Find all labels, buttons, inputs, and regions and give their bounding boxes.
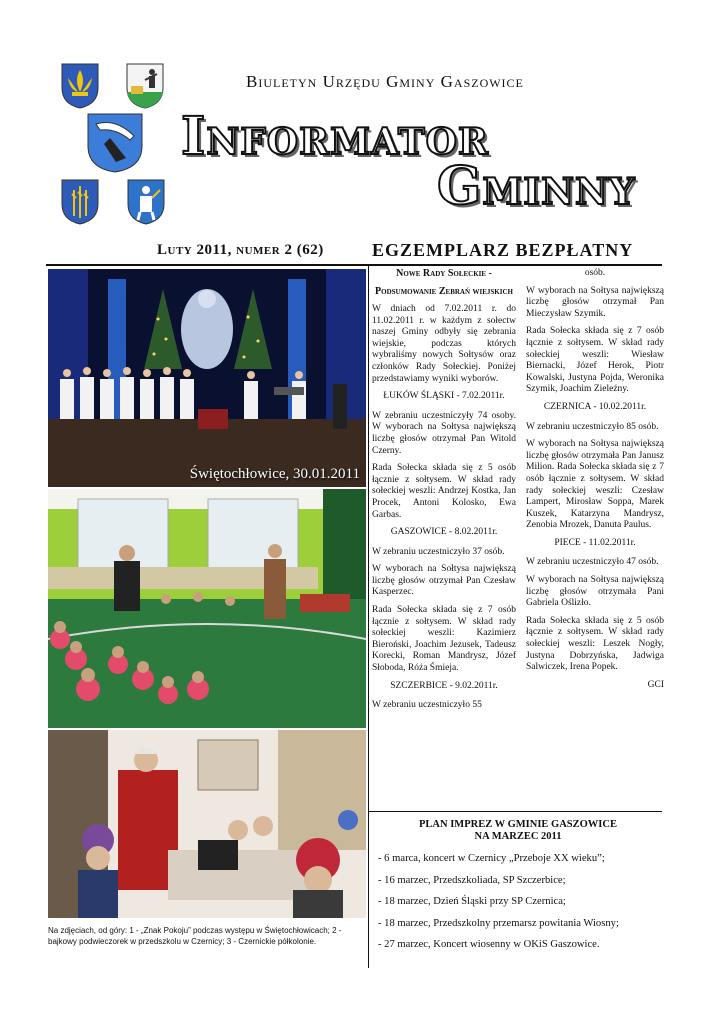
article-column-2 (526, 268, 664, 697)
szczerbice-paragraph-2: W wyborach na Sołtysa największą liczbę głosów otrzymał Pan Mieczysław Szymik. (526, 285, 664, 319)
issue-number: Luty 2011, numer 2 (62) (157, 242, 324, 258)
photo-kindergarten (48, 489, 366, 728)
masthead-logo (175, 104, 655, 224)
header-rule (46, 264, 662, 266)
events-title-line2: NA MARZEC 2011 (474, 831, 562, 842)
column-continuation: osób. (584, 268, 606, 278)
czernica-paragraph-2: W wyborach na Sołtysa największą liczbę głosów otrzymała Pan Janusz Milion. Rada Sołecka składa się z 7 osób łącznie z sołtysem. W skład rady sołeckiej weszli: Czesław Lampert, Mirosław Soppa, Marek Kuszek, Katarzyna Mandrysz, Zenobia Mrozek, Danuta Paulus. (526, 439, 664, 531)
piece-title: PIECE - 11.02.2011r. (554, 537, 636, 548)
event-item: - 18 marzec, Przedszkolny przemarsz powitania Wiosny; (378, 917, 619, 929)
miner-crest-icon (125, 62, 165, 110)
lily-crest-icon (60, 62, 100, 110)
czernica-paragraph-1: W zebraniu uczestniczyło 85 osób. (526, 421, 659, 432)
article-signature: GCI (647, 679, 664, 690)
events-rule (369, 811, 662, 812)
article-heading-1: Nowe Rady Sołeckie - (396, 268, 492, 279)
szczerbice-paragraph-1: W zebraniu uczestniczyło 55 (372, 700, 482, 711)
szczerbice-paragraph-3: Rada Sołecka składa się z 7 osób łącznie z sołtysem. W skład rady sołeckiej weszli: Wiesław Biernacki, Józef Herok, Piotr Kowalski, Justyna Pojda, Weronika Szymik, Joachim Zieleźny. (526, 326, 664, 395)
events-title (372, 819, 664, 843)
event-item: - 6 marca, koncert w Czernicy „Przeboje XX wieku”; (378, 853, 605, 864)
photo-summer-camp (48, 730, 366, 918)
events-list (378, 853, 664, 961)
lukow-paragraph-2: Rada Sołecka składa się z 5 osób łącznie z sołtysem. W skład rady sołeckiej weszli: Andrzej Kostka, Jan Procek, Antoni Kolosko, Ewa Garbas. (372, 463, 516, 520)
column-rule (368, 266, 369, 968)
piece-paragraph-3: Rada Sołecka składa się z 5 osób łącznie z sołtysem. W skład rady sołeckiej weszli: Leszek Nogły, Justyna Dobrzyńska, Jadwiga Salwiczek, Irena Popek. (526, 615, 664, 673)
lukow-title: ŁUKÓW ŚLĄSKI - 7.02.2011r. (383, 391, 505, 402)
farmer-crest-icon (126, 178, 166, 226)
article-intro: W dniach od 7.02.2011 r. do 11.02.2011 r. w każdym z sołectw naszej Gminy odbyły się zebrania wiejskie, podczas których wybraliśmy nowych Sołtysów oraz członków Rady Sołeckiej. Poniżej przedstawiamy wyniki wyborów. (372, 304, 516, 384)
gaszowice-paragraph-3: Rada Sołecka składa się z 7 osób łącznie z sołtysem. W skład rady sołeckiej weszli: Kazimierz Bieroński, Joachim Jezusek, Tadeusz Korecki, Roman Mandrysz, Józef Słoboda, Róża Śmieja. (372, 605, 516, 674)
event-item: - 18 marzec, Dzień Śląski przy SP Czernica; (378, 896, 566, 907)
lukow-paragraph-1: W zebraniu uczestniczyły 74 osoby. W wyborach na Sołtysa największą liczbę głosów otrzymał Pan Witold Czerny. (372, 410, 516, 456)
piece-paragraph-1: W zebraniu uczestniczyło 47 osób. (526, 557, 659, 568)
gaszowice-title: GASZOWICE - 8.02.2011r. (390, 527, 498, 538)
issue-row (157, 240, 662, 264)
scythe-crest-icon (86, 112, 144, 174)
free-copy-label: EGZEMPLARZ BEZPŁATNY (372, 240, 634, 260)
masthead-line1: Informator (181, 106, 489, 167)
wheat-crest-icon (60, 178, 100, 226)
gaszowice-paragraph-1: W zebraniu uczestniczyło 37 osób. (372, 546, 505, 557)
czernica-title: CZERNICA - 10.02.2011r. (543, 401, 647, 412)
photo-caption-block: Na zdjęciach, od góry: 1 - „Znak Pokoju” podczas występu w Świętochłowicach; 2 - bajkowy podwieczorek w przedszkolu w Czernicy; 3 - Czernickie półkolonie. (48, 926, 342, 946)
szczerbice-title: SZCZERBICE - 9.02.2011r. (390, 680, 498, 691)
article-column-1 (372, 268, 516, 718)
gaszowice-paragraph-2: W wyborach na Sołtysa największą liczbę głosów otrzymał Pan Czesław Kasperzec. (372, 564, 516, 598)
events-title-line1: PLAN IMPREZ W GMINIE GASZOWICE (419, 819, 617, 830)
photo1-caption: Świętochłowice, 30.01.2011 (189, 466, 360, 482)
event-item: - 16 marzec, Przedszkoliada, SP Szczerbice; (378, 874, 566, 886)
piece-paragraph-2: W wyborach na Sołtysa największą liczbę głosów otrzymała Pani Gabriela Oślizło. (526, 575, 664, 609)
coat-of-arms-group (50, 58, 175, 230)
photo-concert (48, 269, 366, 487)
article-heading-2: Podsumowanie Zebrań wiejskich (375, 286, 513, 297)
masthead-line2: Gminny (437, 156, 636, 217)
bulletin-title: Biuletyn Urzędu Gminy Gaszowice (246, 72, 524, 91)
event-item: - 27 marzec, Koncert wiosenny w OKiS Gaszowice. (378, 939, 600, 950)
